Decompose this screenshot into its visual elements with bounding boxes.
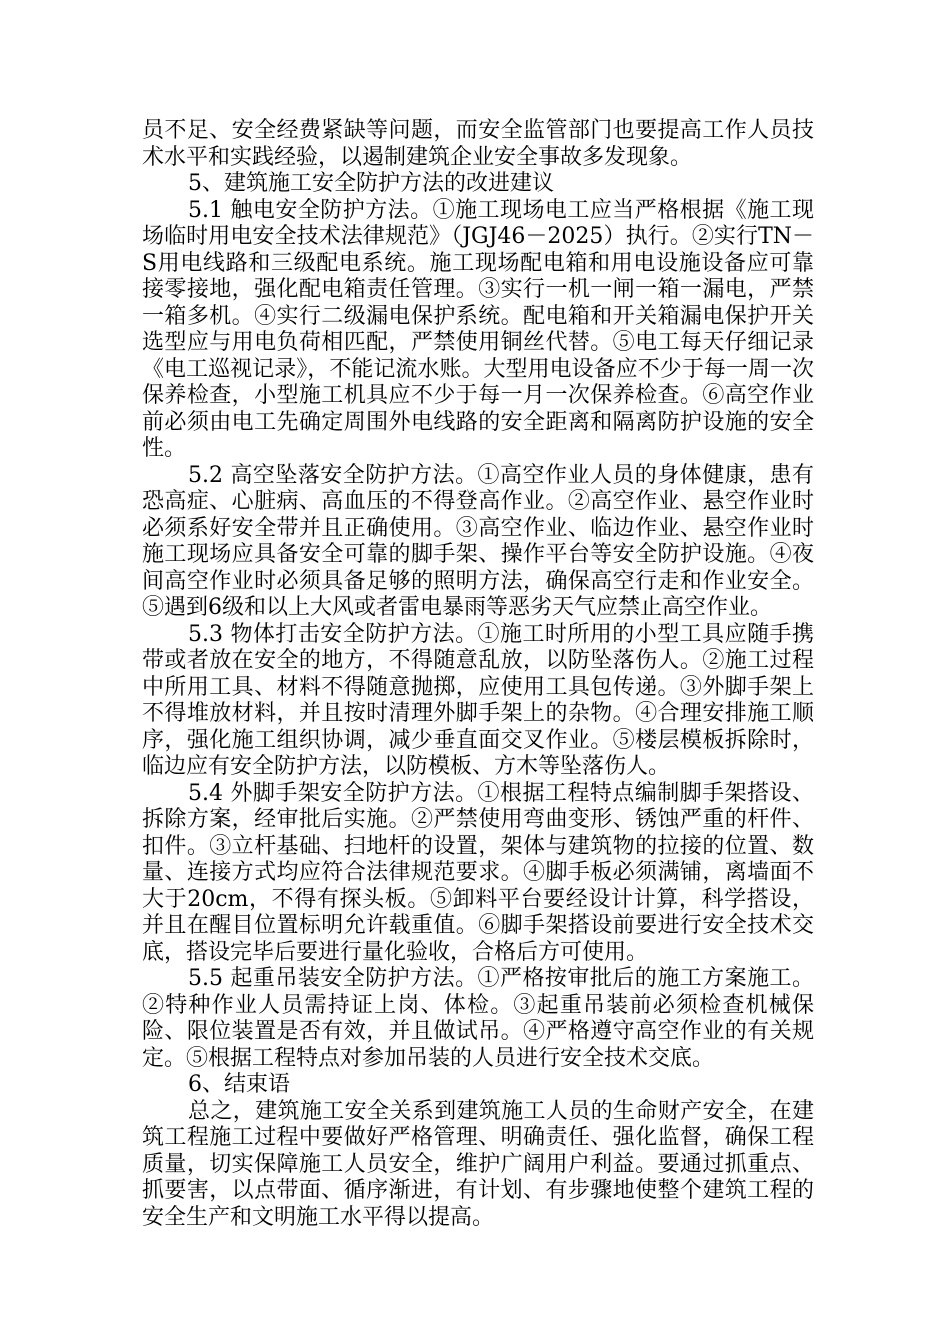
paragraph-electric-safety: 5.1 触电安全防护方法。①施工现场电工应当严格根据《施工现场临时用电安全技术法律规范》（JGJ46－2025）执行。②实行TN－S用电线路和三级配电系统。施工现场配电箱和用电设施设备应可靠接零接地，强化配电箱责任管理。③实行一机一闸一箱一漏电，严禁一箱多机。④实行二级漏电保护系统。配电箱和开关箱漏电保护开关选型应与用电负荷相匹配，严禁使用铜丝代替。⑤电工每天仔细记录《电工巡视记录》，不能记流水账。大型用电设备应不少于每一周一次保养检查，小型施工机具应不少于每一月一次保养检查。⑥高空作业前必须由电工先确定周围外电线路的安全距离和隔离防护设施的安全性。 — [142, 197, 814, 461]
paragraph-scaffold-safety: 5.4 外脚手架安全防护方法。①根据工程特点编制脚手架搭设、拆除方案，经审批后实施。②严禁使用弯曲变形、锈蚀严重的杆件、扣件。③立杆基础、扫地杆的设置，架体与建筑物的拉接的位置、数量、连接方式均应符合法律规范要求。④脚手板必须满铺，离墙面不大于20cm，不得有探头板。⑤卸料平台要经设计计算，科学搭设，并且在醒目位置标明允许载重值。⑥脚手架搭设前要进行安全技术交底，搭设完毕后要进行量化验收，合格后方可使用。 — [142, 780, 814, 965]
paragraph-hoisting-safety: 5.5 起重吊装安全防护方法。①严格按审批后的施工方案施工。②特种作业人员需持证上岗、体检。③起重吊装前必须检查机械保险、限位装置是否有效，并且做试吊。④严格遵守高空作业的有关规定。⑤根据工程特点对参加吊装的人员进行安全技术交底。 — [142, 966, 814, 1071]
paragraph-conclusion: 总之，建筑施工安全关系到建筑施工人员的生命财产安全，在建筑工程施工过程中要做好严格管理、明确责任、强化监督，确保工程质量，切实保障施工人员安全，维护广阔用户利益。要通过抓重点、抓要害，以点带面、循序渐进，有计划、有步骤地使整个建筑工程的安全生产和文明施工水平得以提高。 — [142, 1098, 814, 1230]
section-heading-6: 6、结束语 — [188, 1072, 290, 1097]
section-heading-5: 5、建筑施工安全防护方法的改进建议 — [188, 171, 554, 196]
paragraph-intro-tail: 员不足、安全经费紧缺等问题，而安全监管部门也要提高工作人员技术水平和实践经验，以遏制建筑企业安全事故多发现象。 — [142, 118, 814, 170]
paragraph-object-strike-safety: 5.3 物体打击安全防护方法。①施工时所用的小型工具应随手携带或者放在安全的地方，不得随意乱放，以防坠落伤人。②施工过程中所用工具、材料不得随意抛掷，应使用工具包传递。③外脚手架上不得堆放材料，并且按时清理外脚手架上的杂物。④合理安排施工顺序，强化施工组织协调，减少垂直面交叉作业。⑤楼层模板拆除时，临边应有安全防护方法，以防模板、方木等坠落伤人。 — [142, 621, 814, 779]
paragraph-fall-safety: 5.2 高空坠落安全防护方法。①高空作业人员的身体健康，患有恐高症、心脏病、高血压的不得登高作业。②高空作业、悬空作业时必须系好安全带并且正确使用。③高空作业、临边作业、悬空作业时施工现场应具备安全可靠的脚手架、操作平台等安全防护设施。④夜间高空作业时必须具备足够的照明方法，确保高空行走和作业安全。⑤遇到6级和以上大风或者雷电暴雨等恶劣天气应禁止高空作业。 — [142, 462, 814, 620]
document-body — [142, 118, 814, 1231]
